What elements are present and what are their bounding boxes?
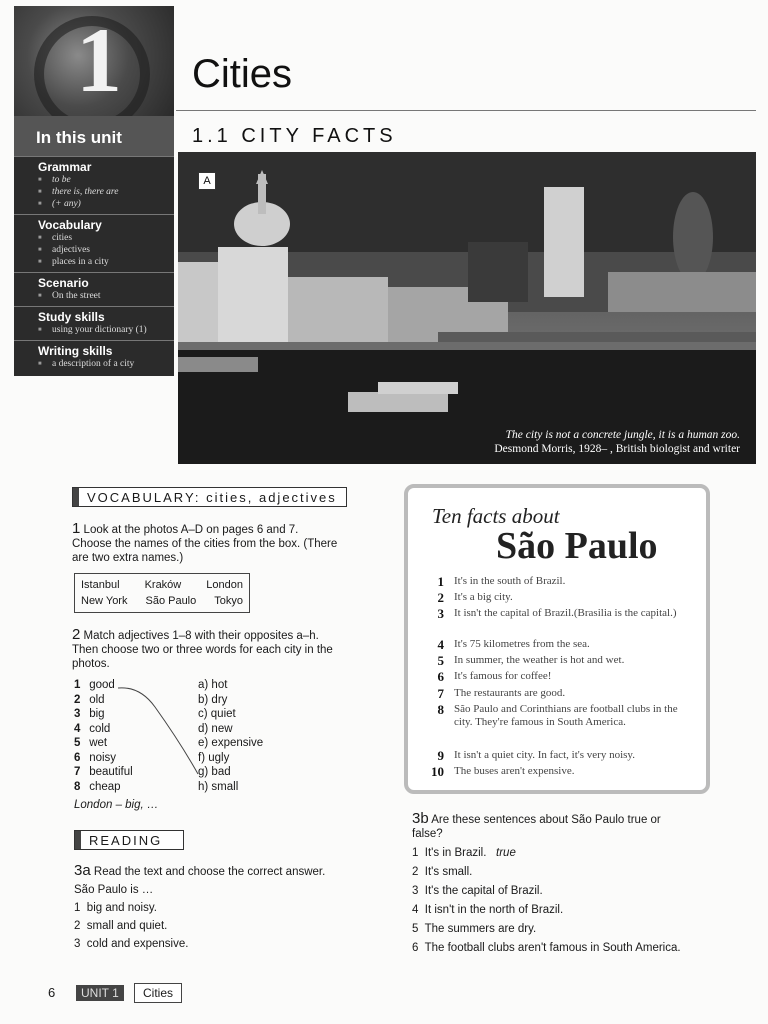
london-photo — [178, 152, 756, 464]
statement — [412, 922, 732, 936]
list-item: ■ places in a city — [38, 256, 174, 268]
option — [74, 937, 394, 951]
exercise-number: 3a — [74, 862, 91, 879]
fact-item — [434, 575, 694, 588]
title-divider — [176, 110, 756, 111]
instruction: are two extra names.) — [72, 552, 184, 564]
list-item: h) small — [198, 780, 239, 793]
list-item: ■ On the street — [38, 290, 174, 302]
unit-number: 1 — [76, 9, 122, 111]
exercise-number: 2 — [72, 626, 81, 643]
fact-number: 2 — [437, 590, 444, 605]
fact-item — [434, 749, 694, 762]
fact-text: It isn't a quiet city. In fact, it's very noisy. — [454, 749, 635, 761]
footer-unit-title: Cities — [134, 983, 182, 1003]
statement — [412, 865, 732, 879]
grammar-section — [14, 156, 174, 214]
option — [74, 919, 394, 933]
exercise-1 — [72, 522, 392, 565]
fact-item — [434, 591, 694, 604]
photo-quote — [400, 428, 740, 456]
option — [74, 901, 394, 915]
instruction: false? — [412, 828, 443, 840]
fact-text: The restaurants are good. — [454, 687, 566, 699]
facts-title: São Paulo — [496, 525, 658, 567]
vocabulary-section — [14, 214, 174, 272]
item-number: 5 — [74, 737, 81, 749]
unit-title: Cities — [192, 52, 293, 96]
list-item: e) expensive — [198, 737, 264, 749]
exercise-3a — [74, 864, 394, 951]
word: London — [206, 579, 243, 591]
adjective: cheap — [89, 780, 121, 793]
statement-text: It's in Brazil. — [424, 847, 487, 859]
item-number: 7 — [74, 766, 81, 778]
quote-attribution: Desmond Morris, 1928– , British biologist and writer — [494, 443, 740, 455]
in-this-unit-panel — [14, 116, 174, 376]
list-item: ■ using your dictionary (1) — [38, 324, 174, 336]
fact-item — [434, 703, 694, 729]
list-item: c) quiet — [198, 708, 236, 720]
adjective: beautiful — [89, 766, 133, 778]
statement-number: 1 — [412, 847, 419, 859]
word: Kraków — [144, 579, 182, 591]
option-number: 3 — [74, 938, 81, 950]
statement-text: It's the capital of Brazil. — [424, 885, 543, 897]
option-number: 2 — [74, 920, 81, 932]
fact-item — [434, 607, 694, 620]
item-number: 4 — [74, 722, 81, 735]
list-item: a) hot — [198, 679, 228, 691]
item-number: 8 — [74, 780, 81, 793]
example-answer: true — [496, 847, 516, 859]
opposite-list — [198, 678, 298, 794]
exercise-3b — [412, 812, 732, 955]
instruction: Are these sentences about São Paulo true or — [431, 814, 661, 826]
fact-text: It's famous for coffee! — [454, 670, 552, 682]
item-number: 6 — [74, 751, 81, 764]
list-item: d) new — [198, 722, 233, 735]
instruction: Match adjectives 1–8 with their opposites a–h. — [83, 630, 319, 642]
list-item: f) ugly — [198, 751, 230, 764]
fact-text: It's in the south of Brazil. — [454, 575, 566, 587]
adjective: good — [89, 679, 115, 691]
statement-number: 5 — [412, 923, 419, 935]
unit-number-badge — [14, 6, 174, 116]
fact-number: 8 — [437, 702, 444, 717]
fact-number: 5 — [437, 653, 444, 668]
list-item: g) bad — [198, 766, 231, 778]
option-text: small and quiet. — [86, 920, 168, 932]
reading-heading: READING — [74, 830, 184, 850]
statement-text: It isn't in the north of Brazil. — [424, 904, 564, 916]
word: New York — [81, 595, 128, 607]
list-item: ■ (+ any) — [38, 198, 174, 210]
vocabulary-heading: VOCABULARY: cities, adjectives — [72, 487, 347, 507]
instruction: Read the text and choose the correct answer. — [93, 866, 326, 878]
fact-number: 7 — [437, 686, 444, 701]
list-item: ■ adjectives — [38, 244, 174, 256]
list-item: b) dry — [198, 693, 228, 706]
fact-item — [431, 764, 694, 779]
panel-title: In this unit — [14, 116, 174, 156]
instruction: photos. — [72, 658, 110, 670]
exercise-2 — [72, 628, 392, 671]
exercise-number: 3b — [412, 810, 429, 827]
section-heading: Vocabulary — [38, 218, 102, 232]
study-skills-section — [14, 306, 174, 340]
section-heading: Scenario — [38, 276, 89, 290]
section-title: 1.1 CITY FACTS — [192, 125, 397, 147]
item-number: 2 — [74, 693, 81, 706]
adjective: big — [89, 708, 105, 720]
facts-subtitle: Ten facts about — [432, 504, 560, 528]
item-number: 1 — [74, 679, 81, 691]
item-number: 3 — [74, 708, 81, 720]
section-heading: Grammar — [38, 160, 92, 174]
option-text: big and noisy. — [86, 902, 157, 914]
exercise-number: 1 — [72, 520, 81, 537]
word: Istanbul — [81, 579, 120, 591]
matching-line — [110, 682, 210, 782]
scenario-section — [14, 272, 174, 306]
fact-text: São Paulo and Corinthians are football clubs in the city. They're famous in South America. — [454, 703, 678, 728]
statement-number: 6 — [412, 942, 419, 954]
quote-text: The city is not a concrete jungle, it is a human zoo. — [505, 429, 740, 441]
adjective: wet — [89, 737, 108, 749]
fact-text: It's 75 kilometres from the sea. — [454, 638, 590, 650]
page-number: 6 — [48, 985, 56, 1000]
list-item: ■ to be — [38, 174, 174, 186]
adjective: noisy — [89, 751, 117, 764]
word: São Paulo — [145, 595, 197, 607]
statement-number: 4 — [412, 904, 419, 916]
statement-number: 2 — [412, 866, 419, 878]
option-text: cold and expensive. — [86, 938, 189, 950]
list-item: ■ a description of a city — [38, 358, 174, 370]
fact-number: 9 — [437, 748, 444, 763]
statement-text: It's small. — [424, 866, 473, 878]
adjective: cold — [89, 722, 111, 735]
statement — [412, 941, 732, 955]
statement-text: The summers are dry. — [424, 923, 537, 935]
fact-item — [434, 670, 694, 683]
fact-item — [434, 654, 694, 667]
fact-number: 4 — [437, 637, 444, 652]
statement — [412, 846, 732, 860]
word-box — [74, 573, 250, 613]
example-answer: London – big, … — [74, 799, 159, 811]
option-number: 1 — [74, 902, 81, 914]
instruction: Look at the photos A–D on pages 6 and 7. — [83, 524, 299, 536]
fact-number: 6 — [437, 669, 444, 684]
fact-text: It's a big city. — [454, 591, 513, 603]
photo-label: A — [198, 172, 216, 190]
fact-number: 10 — [431, 764, 444, 779]
footer-unit-label: UNIT 1 — [76, 985, 124, 1001]
fact-text: In summer, the weather is hot and wet. — [454, 654, 625, 666]
list-item: ■ cities — [38, 232, 174, 244]
statement — [412, 884, 732, 898]
fact-number: 1 — [437, 574, 444, 589]
writing-skills-section — [14, 340, 174, 374]
section-heading: Study skills — [38, 310, 105, 324]
statement-text: The football clubs aren't famous in South America. — [424, 942, 681, 954]
skyline-illustration — [178, 152, 756, 464]
fact-text: The buses aren't expensive. — [454, 765, 575, 777]
statement — [412, 903, 732, 917]
instruction: Choose the names of the cities from the box. (There — [72, 538, 338, 550]
question-stem: São Paulo is … — [74, 884, 154, 896]
statement-number: 3 — [412, 885, 419, 897]
fact-item — [434, 687, 694, 700]
word: Tokyo — [214, 595, 243, 607]
adjective: old — [89, 693, 105, 706]
fact-text: It isn't the capital of Brazil.(Brasilia is the capital.) — [454, 607, 677, 619]
fact-item — [434, 638, 694, 651]
list-item: ■ there is, there are — [38, 186, 174, 198]
fact-number: 3 — [437, 606, 444, 621]
section-heading: Writing skills — [38, 344, 113, 358]
instruction: Then choose two or three words for each city in the — [72, 644, 333, 656]
